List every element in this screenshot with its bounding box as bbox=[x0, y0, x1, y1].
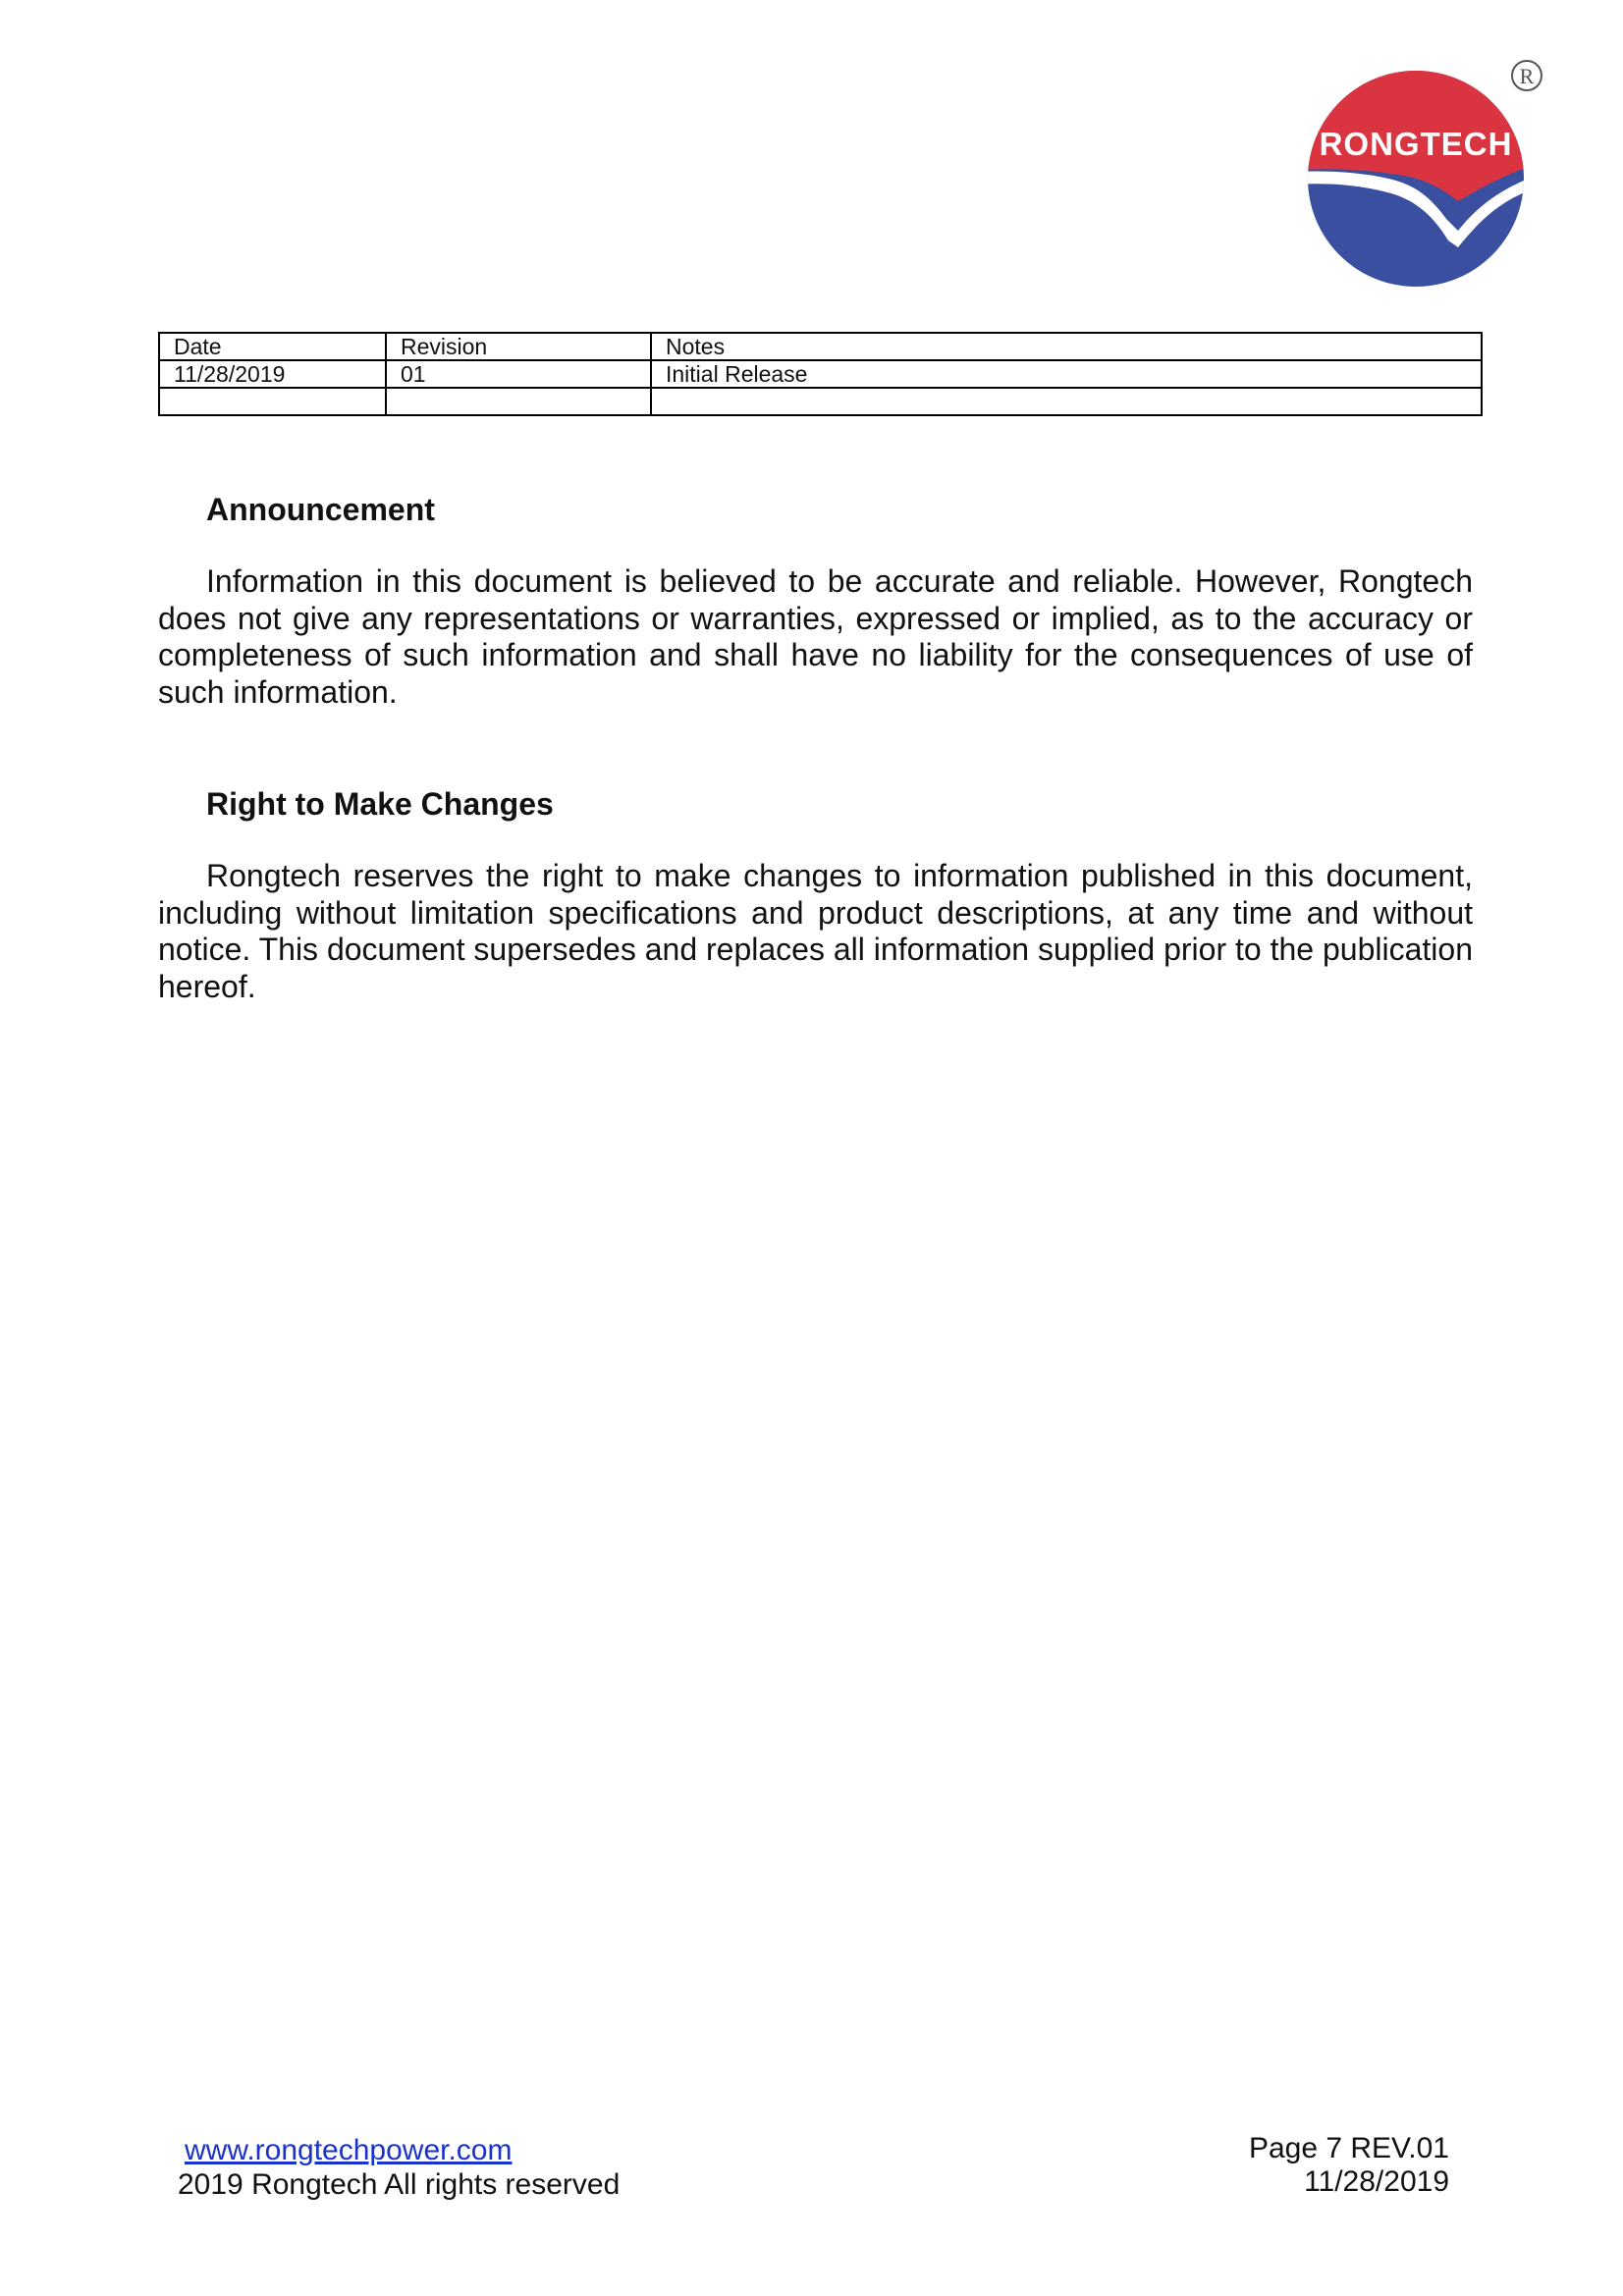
cell-revision bbox=[386, 388, 651, 415]
cell-date: 11/28/2019 bbox=[159, 360, 386, 388]
cell-notes bbox=[651, 388, 1482, 415]
header-notes: Notes bbox=[651, 333, 1482, 360]
website-link[interactable]: www.rongtechpower.com bbox=[185, 2134, 513, 2166]
changes-heading: Right to Make Changes bbox=[206, 786, 554, 822]
cell-date bbox=[159, 388, 386, 415]
page-revision-info: Page 7 REV.01 bbox=[1248, 2132, 1449, 2164]
footer-date: 11/28/2019 bbox=[1304, 2165, 1449, 2198]
announcement-heading: Announcement bbox=[206, 492, 435, 527]
copyright-text: 2019 Rongtech All rights reserved bbox=[178, 2168, 621, 2201]
rongtech-logo-mark bbox=[1301, 54, 1546, 299]
rongtech-logo bbox=[1301, 54, 1546, 299]
registered-mark: R bbox=[1519, 64, 1535, 88]
announcement-body: Information in this document is believed to be accurate and reliable. However, Rongtech does not give any representations or warranties, expressed or implied, as to the accuracy or completeness of such information and shall have no liability for the consequences of use of such information. bbox=[158, 563, 1473, 710]
changes-body: Rongtech reserves the right to make changes to information published in this document, including without limitation specifications and product descriptions, at any time and without notice. This document supersedes and replaces all information supplied prior to the publication hereof. bbox=[158, 858, 1473, 1004]
cell-notes: Initial Release bbox=[651, 360, 1482, 388]
header-revision: Revision bbox=[386, 333, 651, 360]
header-date: Date bbox=[159, 333, 386, 360]
table-row bbox=[159, 388, 1482, 415]
table-header-row bbox=[159, 333, 1482, 360]
revision-table bbox=[158, 332, 1483, 416]
table-row bbox=[159, 360, 1482, 388]
logo-wordmark: RONGTECH bbox=[1319, 126, 1513, 162]
cell-revision: 01 bbox=[386, 360, 651, 388]
